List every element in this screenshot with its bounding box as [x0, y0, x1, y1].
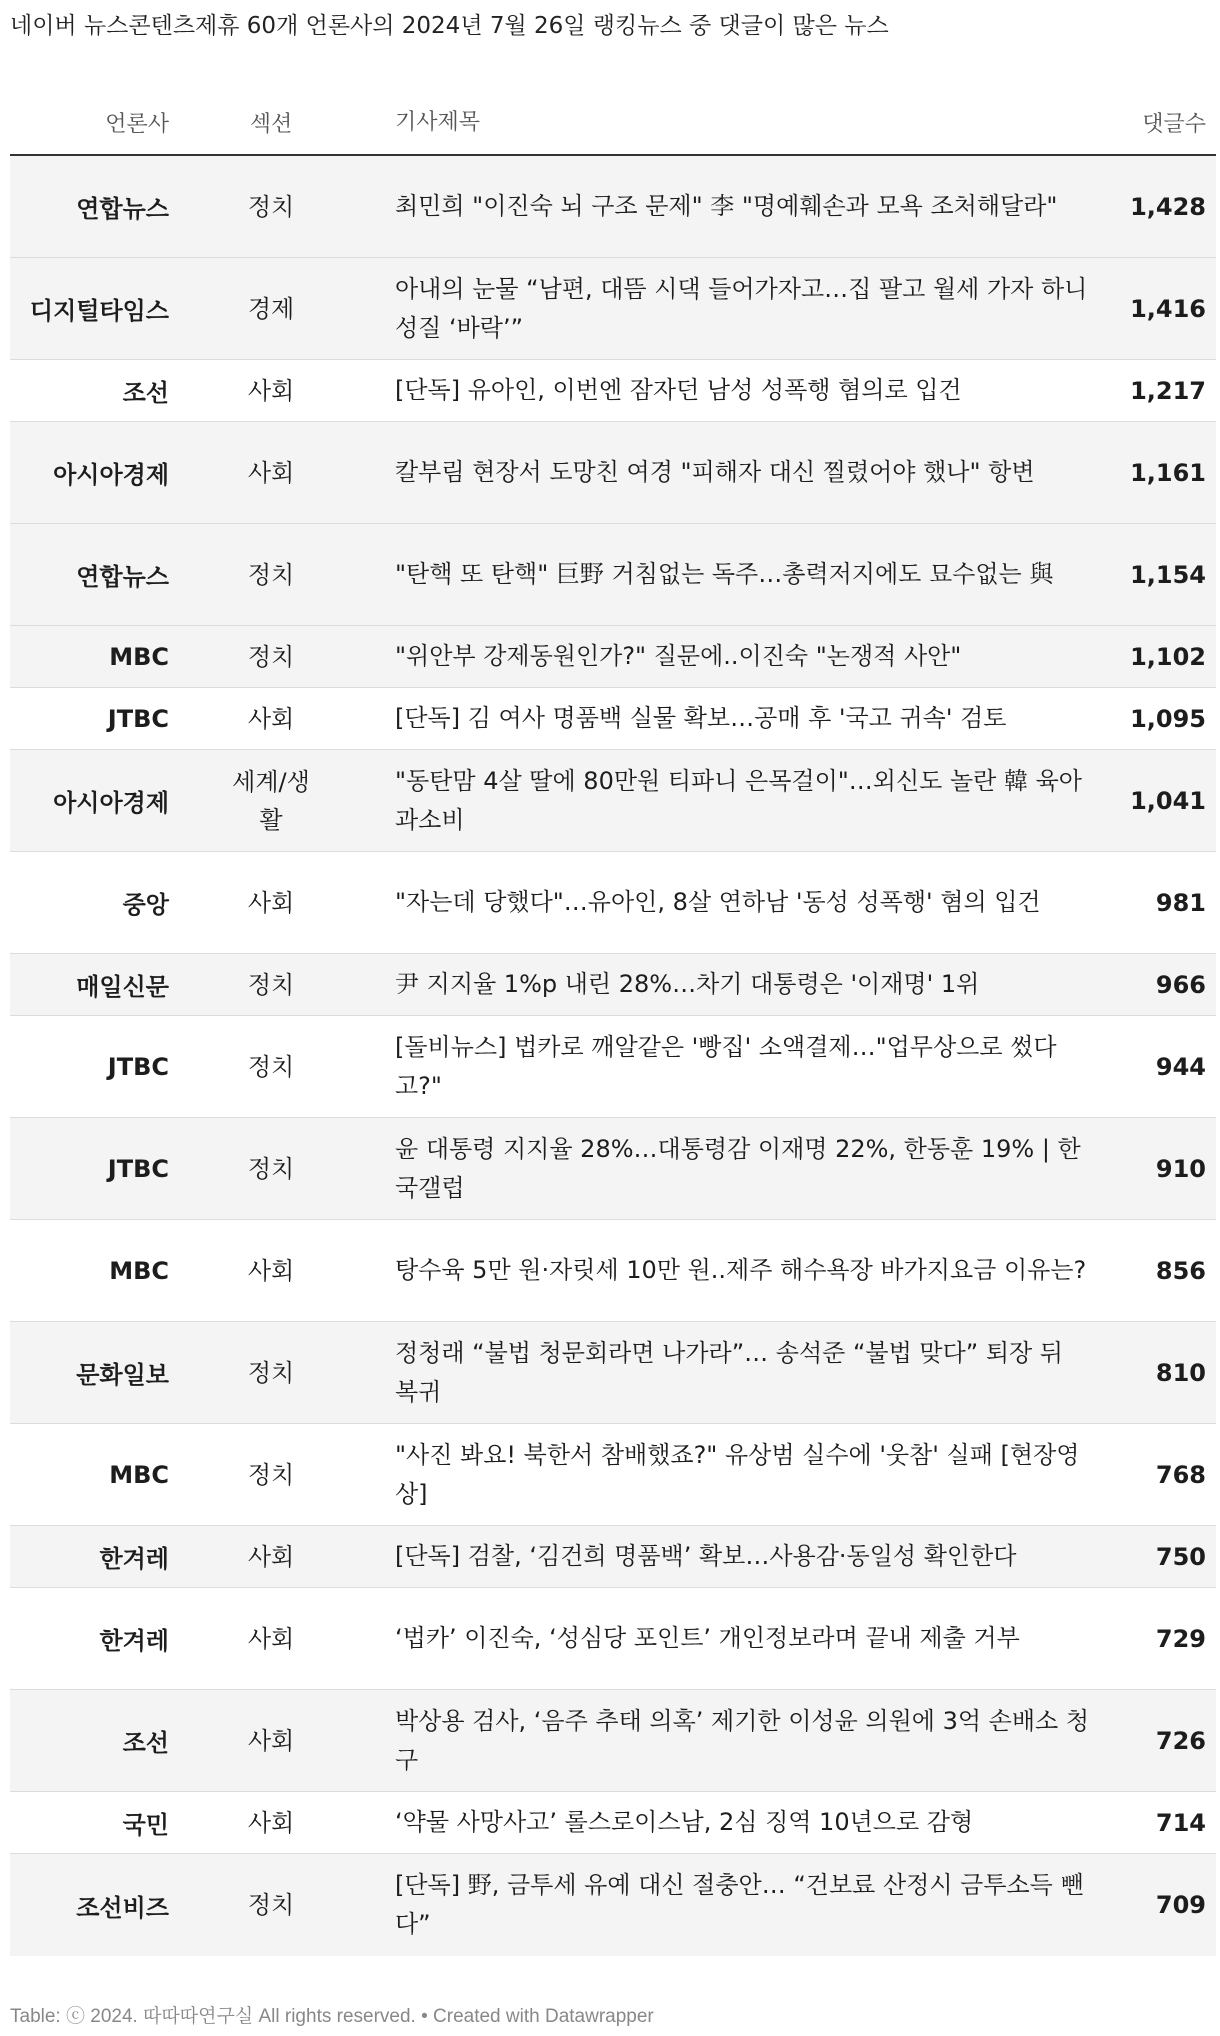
cell-publisher: 연합뉴스: [76, 195, 169, 223]
cell-comments: 1,154: [1130, 560, 1206, 589]
cell-section: 정치: [247, 1891, 295, 1919]
cell-comments: 750: [1155, 1542, 1206, 1571]
cell-comments: 729: [1155, 1624, 1206, 1653]
cell-publisher: 문화일보: [76, 1361, 169, 1389]
table-row: [10, 360, 1216, 422]
cell-publisher: JTBC: [107, 704, 169, 733]
cell-comments: 810: [1155, 1358, 1206, 1387]
table-header: [10, 90, 1216, 156]
cell-section: 정치: [247, 1358, 295, 1387]
cell-section: 정치: [247, 560, 295, 589]
ranking-table: [10, 90, 1216, 1956]
cell-headline: 탕수육 5만 원·자릿세 10만 원..제주 해수욕장 바가지요금 이유는?: [395, 1256, 1087, 1284]
table-row: [10, 422, 1216, 524]
table-row: [10, 1118, 1216, 1220]
cell-comments: 944: [1155, 1052, 1206, 1081]
header-comments[interactable]: 댓글수: [1142, 111, 1206, 137]
cell-section: 사회: [247, 1542, 295, 1571]
cell-publisher: 연합뉴스: [76, 563, 169, 591]
cell-publisher: 국민: [122, 1811, 169, 1839]
cell-publisher: 조선: [122, 379, 169, 407]
cell-comments: 981: [1155, 888, 1206, 917]
header-section[interactable]: 섹션: [249, 111, 293, 137]
cell-section: 사회: [247, 704, 295, 733]
cell-publisher: 매일신문: [76, 973, 169, 1001]
cell-publisher: MBC: [109, 1256, 169, 1285]
table-row: [10, 1690, 1216, 1792]
cell-comments: 1,161: [1130, 458, 1206, 487]
cell-headline: [단독] 野, 금투세 유예 대신 절충안… “건보료 산정시 금투소득 뺀다”: [395, 1871, 1084, 1938]
table-row: [10, 852, 1216, 954]
cell-comments: 1,095: [1130, 704, 1206, 733]
cell-comments: 726: [1155, 1726, 1206, 1755]
cell-section: 정치: [247, 1460, 295, 1489]
table-row: [10, 626, 1216, 688]
cell-headline: 윤 대통령 지지율 28%…대통령감 이재명 22%, 한동훈 19% | 한국갤럽: [395, 1134, 1081, 1202]
cell-headline: "사진 봐요! 북한서 참배했죠?" 유상범 실수에 '웃참' 실패 [현장영상]: [395, 1440, 1080, 1508]
cell-headline: ‘법카’ 이진숙, ‘성심당 포인트’ 개인정보라며 끝내 제출 거부: [395, 1624, 1020, 1652]
cell-section: 정치: [247, 1052, 295, 1081]
table-row: [10, 1322, 1216, 1424]
cell-section: 사회: [247, 458, 295, 487]
cell-comments: 856: [1155, 1256, 1206, 1285]
cell-section: 사회: [247, 1808, 295, 1837]
cell-publisher: MBC: [109, 1460, 169, 1489]
cell-section: 사회: [247, 888, 295, 917]
table-row: [10, 1854, 1216, 1956]
cell-comments: 910: [1155, 1154, 1206, 1183]
cell-publisher: 디지털타임스: [29, 297, 169, 325]
cell-section: 사회: [247, 1726, 295, 1755]
cell-comments: 1,428: [1130, 192, 1206, 221]
cell-section: 사회: [247, 376, 295, 405]
cell-publisher: 아시아경제: [53, 461, 169, 489]
table-row: [10, 1526, 1216, 1588]
cell-comments: 966: [1155, 970, 1206, 999]
cell-headline: "동탄맘 4살 딸에 80만원 티파니 은목걸이"…외신도 놀란 韓 육아과소비: [395, 766, 1082, 834]
cell-headline: [단독] 검찰, ‘김건희 명품백’ 확보…사용감·동일성 확인한다: [395, 1542, 1017, 1570]
cell-comments: 709: [1155, 1891, 1206, 1919]
table-row: [10, 750, 1216, 852]
cell-section: 세계/생활: [232, 767, 310, 834]
header-publisher[interactable]: 언론사: [105, 111, 169, 137]
cell-comments: 1,416: [1130, 294, 1206, 323]
cell-headline: 尹 지지율 1%p 내린 28%…차기 대통령은 '이재명' 1위: [395, 970, 980, 998]
header-headline[interactable]: 기사제목: [395, 109, 481, 135]
table-row: [10, 1588, 1216, 1690]
cell-comments: 1,217: [1130, 376, 1206, 405]
cell-section: 사회: [247, 1256, 295, 1285]
cell-headline: 최민희 "이진숙 뇌 구조 문제" 李 "명예훼손과 모욕 조처해달라": [395, 192, 1058, 220]
cell-headline: ‘약물 사망사고’ 롤스로이스남, 2심 징역 10년으로 감형: [395, 1808, 974, 1836]
cell-headline: [돌비뉴스] 법카로 깨알같은 '빵집' 소액결제…"업무상으로 썼다고?": [395, 1032, 1057, 1100]
table-row: [10, 1016, 1216, 1118]
cell-headline: 박상용 검사, ‘음주 추태 의혹’ 제기한 이성윤 의원에 3억 손배소 청구: [395, 1706, 1090, 1774]
cell-headline: "탄핵 또 탄핵" 巨野 거침없는 독주…총력저지에도 묘수없는 與: [395, 560, 1054, 588]
cell-publisher: 아시아경제: [53, 789, 169, 817]
cell-comments: 1,102: [1130, 642, 1206, 671]
cell-section: 정치: [247, 192, 295, 221]
table-row: [10, 954, 1216, 1016]
cell-section: 정치: [247, 970, 295, 999]
cell-section: 정치: [247, 1154, 295, 1183]
cell-publisher: 조선: [122, 1729, 169, 1757]
table-row: [10, 258, 1216, 360]
table-row: [10, 1424, 1216, 1526]
cell-publisher: MBC: [109, 642, 169, 671]
cell-comments: 768: [1155, 1460, 1206, 1489]
table-title: 네이버 뉴스콘텐츠제휴 60개 언론사의 2024년 7월 26일 랭킹뉴스 중 댓글이 많은 뉴스: [10, 13, 889, 39]
cell-headline: "자는데 당했다"…유아인, 8살 연하남 '동성 성폭행' 혐의 입건: [395, 888, 1041, 916]
cell-comments: 1,041: [1130, 786, 1206, 815]
table-row: [10, 688, 1216, 750]
table-row: [10, 1792, 1216, 1854]
table-footer: Table: ⓒ 2024. 따따따연구실 All rights reserved. • Created with Datawrapper: [10, 2006, 654, 2027]
cell-publisher: JTBC: [107, 1052, 169, 1081]
cell-headline: 칼부림 현장서 도망친 여경 "피해자 대신 찔렸어야 했나" 항변: [395, 458, 1035, 486]
cell-headline: 정청래 “불법 청문회라면 나가라”… 송석준 “불법 맞다” 퇴장 뒤 복귀: [395, 1338, 1063, 1406]
table-row: [10, 1220, 1216, 1322]
table-row: [10, 156, 1216, 258]
table-row: [10, 524, 1216, 626]
cell-comments: 714: [1155, 1808, 1206, 1837]
cell-publisher: 한겨레: [99, 1627, 169, 1655]
cell-section: 사회: [247, 1624, 295, 1653]
cell-headline: 아내의 눈물 “남편, 대뜸 시댁 들어가자고…집 팔고 월세 가자 하니 성질 ‘바락’”: [395, 274, 1088, 342]
cell-headline: [단독] 김 여사 명품백 실물 확보…공매 후 '국고 귀속' 검토: [395, 704, 1007, 732]
cell-section: 정치: [247, 642, 295, 671]
cell-publisher: 한겨레: [99, 1545, 169, 1573]
cell-headline: [단독] 유아인, 이번엔 잠자던 남성 성폭행 혐의로 입건: [395, 376, 962, 404]
cell-publisher: JTBC: [107, 1154, 169, 1183]
cell-publisher: 조선비즈: [76, 1893, 169, 1922]
cell-section: 경제: [247, 294, 295, 323]
cell-publisher: 중앙: [122, 891, 169, 919]
cell-headline: "위안부 강제동원인가?" 질문에..이진숙 "논쟁적 사안": [395, 642, 962, 670]
